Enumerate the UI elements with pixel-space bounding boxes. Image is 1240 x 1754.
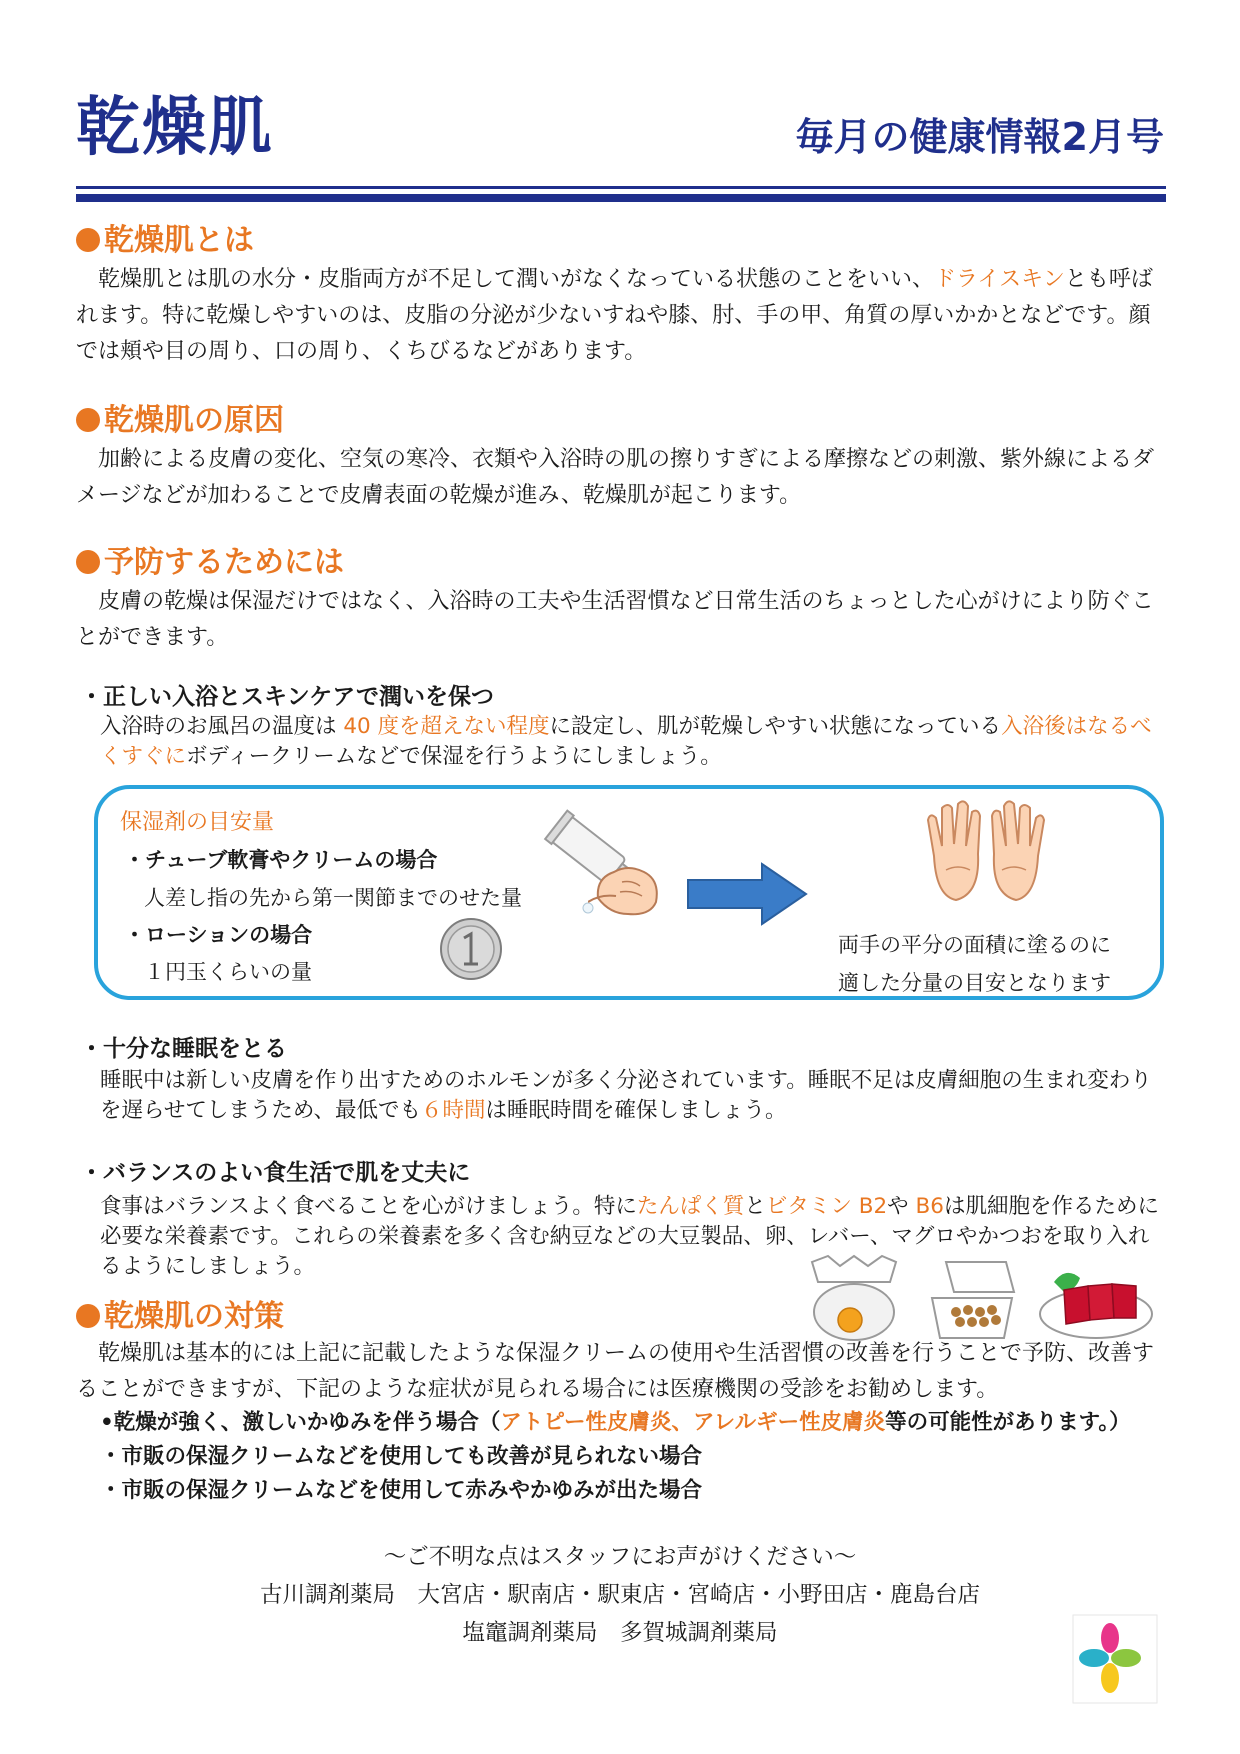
footer-pharmacy-list-2: 塩竈調剤薬局 多賀城調剤薬局 [462,1620,778,1646]
bullet-heading-bathing: ・正しい入浴とスキンケアで潤いを保つ [80,684,494,710]
bullet-dot-icon [76,228,100,252]
section-heading-definition: 乾燥肌とは [76,226,254,256]
natto-icon [926,1258,1020,1344]
section-heading-prevention: 予防するためには [76,548,344,578]
footer-pharmacy-list-1: 古川調剤薬局 大宮店・駅南店・駅東店・宮崎店・小野田店・鹿島台店 [259,1582,980,1608]
section-heading-causes: 乾燥肌の原因 [76,406,284,436]
section-text-prevention: 皮膚の乾燥は保湿だけではなく、入浴時の工夫や生活習慣など日常生活のちょっとした心がけにより防ぐことができます。 [76,589,1154,650]
header-rule-thin [76,186,1166,189]
box-item-tube-heading: ・チューブ軟膏やクリームの場合 [124,848,438,872]
page-title: 乾燥肌 [76,91,274,165]
one-yen-coin-icon [438,916,504,982]
section-text-definition: 乾燥肌とは肌の水分・皮脂両方が不足して潤いがなくなっている状態のことをいい、ドライスキンとも呼ばれます。特に乾燥しやすいのは、皮脂の分泌が少ないすねや膝、肘、手の甲、角質の厚いかかとなどです。顔では頬や目の周り、口の周り、くちびるなどがあります。 [76,267,1153,364]
issue-label: 毎月の健康情報2月号 [795,115,1164,159]
box-item-lotion-heading: ・ローションの場合 [124,923,313,947]
bullet-text-diet: 食事はバランスよく食べることを心がけましょう。特にたんぱく質とビタミン B2や B6は肌細胞を作るために必要な栄養素です。これらの栄養素を多く含む納豆などの大豆製品、卵、レバー、マグロやかつおを取り入れるようにしましょう。 [100,1194,1159,1279]
measure-item-redness: ・市販の保湿クリームなどを使用して赤みやかゆみが出た場合 [100,1478,703,1503]
section-heading-measures: 乾燥肌の対策 [76,1302,284,1332]
measure-item-itching: •乾燥が強く、激しいかゆみを伴う場合（アトピー性皮膚炎、アレルギー性皮膚炎等の可能性があります。） [100,1410,1131,1435]
bullet-heading-sleep: ・十分な睡眠をとる [80,1036,287,1062]
bullet-heading-diet: ・バランスのよい食生活で肌を丈夫に [80,1160,471,1186]
bullet-text-sleep: 睡眠中は新しい皮膚を作り出すためのホルモンが多く分泌されています。睡眠不足は皮膚細胞の生まれ変わりを遅らせてしまうため、最低でも６時間は睡眠時間を確保しましょう。 [100,1068,1152,1123]
box-title: 保湿剤の目安量 [120,810,275,835]
header-rule-thick [76,194,1166,202]
box-item-lotion-text: １円玉くらいの量 [144,960,312,984]
pharmacy-logo [1072,1614,1158,1704]
section-text-causes: 加齢による皮膚の変化、空気の寒冷、衣類や入浴時の肌の擦りすぎによる摩擦などの刺激、紫外線によるダメージなどが加わることで皮膚表面の乾燥が進み、乾燥肌が起こります。 [76,447,1155,508]
bullet-dot-icon [76,1304,100,1328]
box-right-note: 両手の平分の面積に塗るのに 適した分量の目安となります [838,933,1111,995]
open-palms-icon [920,796,1052,906]
tuna-sashimi-icon [1036,1264,1156,1342]
bullet-dot-icon [76,408,100,432]
footer-contact-note: ～ご不明な点はスタッフにお声がけください～ [383,1544,857,1570]
section-text-measures: 乾燥肌は基本的には上記に記載したような保湿クリームの使用や生活習慣の改善を行うことで予防、改善することができますが、下記のような症状が見られる場合には医療機関の受診をお勧めします。 [76,1341,1155,1402]
measure-item-no-improvement: ・市販の保湿クリームなどを使用しても改善が見られない場合 [100,1444,703,1469]
egg-icon [804,1252,904,1344]
bullet-dot-icon [76,550,100,574]
arrow-right-icon [686,862,810,926]
bullet-text-bathing: 入浴時のお風呂の温度は 40 度を超えない程度に設定し、肌が乾燥しやすい状態になっている入浴後はなるべくすぐにボディークリームなどで保湿を行うようにしましょう。 [100,714,1152,769]
fingertip-icon [588,858,668,922]
box-item-tube-text: 人差し指の先から第一関節までのせた量 [144,886,522,910]
